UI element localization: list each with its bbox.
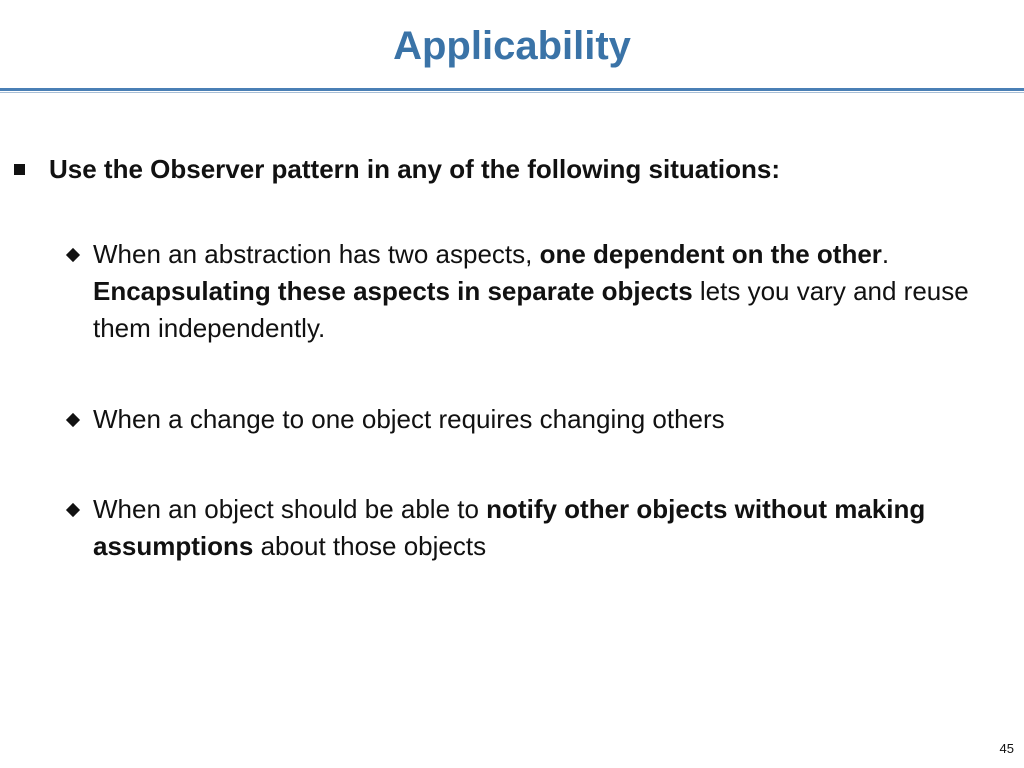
sub-bullet-1 (64, 236, 994, 347)
diamond-bullet-icon (66, 413, 80, 427)
slide-title: Applicability (393, 24, 631, 68)
main-bullet (14, 152, 1004, 186)
main-bullet-text: Use the Observer pattern in any of the following situations: (49, 154, 780, 184)
text-segment-bold: notify other objects without making assumptions (93, 494, 926, 561)
text-segment: When a change to one object requires changing others (93, 404, 725, 434)
text-segment: lets you vary and reuse them independently. (93, 276, 969, 343)
square-bullet-icon (14, 164, 25, 175)
diamond-bullet-icon (66, 248, 80, 262)
text-segment: . (881, 239, 890, 269)
sub-bullet-2 (64, 401, 994, 438)
diamond-bullet-icon (66, 503, 80, 517)
title-divider (0, 88, 1024, 94)
text-segment: When an object should be able to (93, 494, 487, 524)
sub-bullet-3 (64, 491, 994, 565)
sub-bullet-text (93, 491, 994, 565)
title-divider-thin-line (0, 92, 1024, 93)
page-number: 45 (999, 741, 1014, 756)
text-segment-bold: Encapsulating these aspects in separate objects (93, 276, 693, 306)
title-divider-thick-line (0, 88, 1024, 91)
text-segment: about those objects (253, 531, 487, 561)
text-segment: When an abstraction has two aspects, (93, 239, 540, 269)
sub-bullet-text (93, 401, 725, 438)
sub-bullet-text (93, 236, 994, 347)
text-segment-bold: one dependent on the other (539, 239, 882, 269)
